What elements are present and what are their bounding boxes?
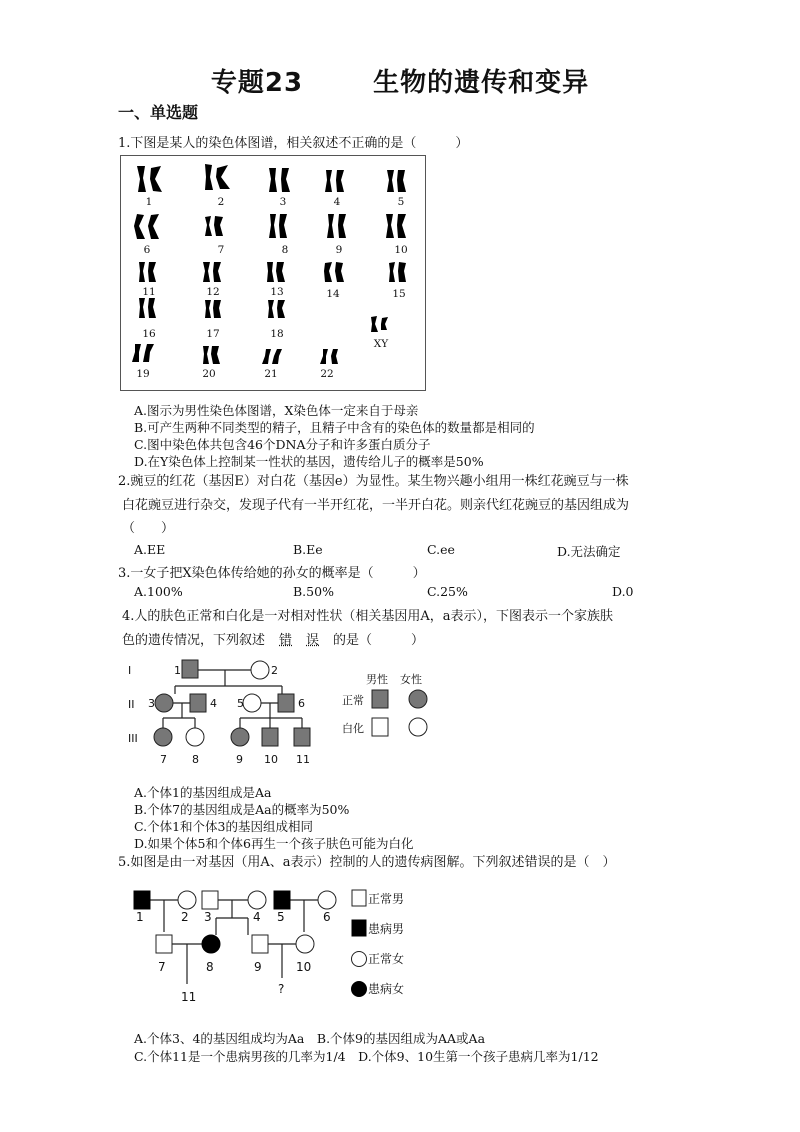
- generation-label: III: [128, 732, 138, 745]
- q3-option-d: D.0: [612, 584, 634, 599]
- individual-number: 6: [323, 910, 331, 924]
- q4-pedigree-chart: [120, 652, 450, 770]
- individual-number: 11: [296, 753, 310, 766]
- chromosome-label: 5: [397, 196, 405, 208]
- chromosome-pair-18: [261, 298, 301, 328]
- q5-stem: 5.如图是由一对基因（用A、a表示）控制的人的遗传病图解。下列叙述错误的是（ ）: [118, 855, 616, 870]
- chromosome-pair-4: [319, 168, 359, 198]
- q5-option-ab: A.个体3、4的基因组成均为Aa B.个体9的基因组成为AA或Aa: [134, 1031, 486, 1046]
- q1-option-c: C.图中染色体共包含46个DNA分子和许多蛋白质分子: [134, 437, 431, 452]
- q5-option-cd: C.个体11是一个患病男孩的几率为1/4 D.个体9、10生第一个孩子患病几率为1/12: [134, 1049, 599, 1064]
- q4-stem-text: 的是（ ）: [333, 633, 425, 648]
- chromosome-pair-3: [263, 166, 303, 196]
- chromosome-label: 14: [326, 288, 340, 300]
- q2-stem-line2: 白花豌豆进行杂交，发现子代有一半开红花，一半开白花。则亲代红花豌豆的基因组成为: [122, 498, 630, 513]
- chromosome-pair-2: [197, 162, 237, 192]
- chromosome-pair-16: [133, 296, 173, 326]
- chromosome-pair-14: [319, 260, 359, 290]
- legend-albino-label: 白化: [342, 722, 364, 735]
- generation-label: I: [128, 664, 132, 677]
- chromosome-label: 20: [202, 368, 216, 380]
- legend-normal-label: 正常: [342, 694, 364, 707]
- individual-number: 8: [192, 753, 199, 766]
- q4-stem-line1: 4.人的肤色正常和白化是一对相对性状（相关基因用A，a表示），下图表示一个家族肤: [122, 609, 614, 624]
- legend-normal-female-label: 正常女: [368, 952, 405, 966]
- chromosome-label: 3: [279, 196, 287, 208]
- individual-number: 5: [237, 697, 244, 710]
- individual-number: 9: [254, 960, 262, 974]
- page-title: [0, 62, 800, 99]
- q1-option-d: D.在Y染色体上控制某一性状的基因，遗传给儿子的概率是50%: [134, 454, 484, 469]
- chromosome-label: 8: [281, 244, 289, 256]
- chromosome-label: 1: [145, 196, 153, 208]
- chromosome-label: 11: [142, 286, 156, 298]
- individual-number: 2: [181, 910, 189, 924]
- chromosome-pair-6: [129, 212, 169, 242]
- chromosome-label: 15: [392, 288, 406, 300]
- chromosome-label: XY: [373, 338, 389, 350]
- individual-number: 11: [181, 990, 197, 1004]
- individual-number: 5: [277, 910, 285, 924]
- individual-number: 10: [264, 753, 278, 766]
- individual-number: 1: [136, 910, 144, 924]
- chromosome-label: 13: [270, 286, 284, 298]
- unknown-child-mark: ?: [278, 982, 285, 996]
- legend-affected-female-label: 患病女: [368, 982, 405, 996]
- individual-number: 8: [206, 960, 214, 974]
- individual-number: 1: [174, 664, 181, 677]
- chromosome-pair-5: [381, 168, 421, 198]
- q4-stem-line2: [122, 629, 424, 648]
- q2-option-d: D.无法确定: [557, 544, 621, 559]
- q2-option-b: B.Ee: [293, 542, 323, 557]
- q4-option-d: D.如果个体5和个体6再生一个孩子肤色可能为白化: [134, 836, 414, 851]
- chromosome-label: 19: [136, 368, 150, 380]
- q4-option-c: C.个体1和个体3的基因组成相同: [134, 819, 313, 834]
- chromosome-pair-7: [199, 214, 239, 244]
- individual-number: 3: [148, 697, 155, 710]
- chromosome-label: 22: [320, 368, 334, 380]
- legend-affected-male-label: 患病男: [368, 922, 405, 936]
- individual-number: 2: [271, 664, 278, 677]
- individual-number: 7: [158, 960, 166, 974]
- section-heading: 一、单选题: [118, 103, 199, 122]
- chromosome-pair-1: [131, 164, 171, 194]
- q3-option-b: B.50%: [293, 584, 334, 599]
- individual-number: 3: [204, 910, 212, 924]
- chromosome-label: 18: [270, 328, 284, 340]
- legend-male-label: 男性: [366, 673, 388, 686]
- title-subject: 生物的遗传和变异: [373, 68, 590, 98]
- q4-emphasis-char: 误: [306, 633, 320, 648]
- q1-option-b: B.可产生两种不同类型的精子，且精子中含有的染色体的数量都是相同的: [134, 420, 535, 435]
- chromosome-pair-10: [379, 212, 419, 242]
- chromosome-label: 7: [217, 244, 225, 256]
- chromosome-pair-8: [263, 212, 303, 242]
- individual-number: 4: [253, 910, 261, 924]
- legend-female-label: 女性: [400, 673, 422, 686]
- q4-option-a: A.个体1的基因组成是Aa: [134, 785, 272, 800]
- q4-emphasis-char: 错: [279, 633, 293, 648]
- q2-option-a: A.EE: [134, 542, 166, 557]
- q2-stem-line1: 2.豌豆的红花（基因E）对白花（基因e）为显性。某生物兴趣小组用一株红花豌豆与一株: [118, 474, 629, 489]
- chromosome-pair-15: [383, 260, 423, 290]
- chromosome-label: 16: [142, 328, 156, 340]
- karyotype-figure: [120, 155, 426, 391]
- title-topic: 专题23: [210, 68, 304, 98]
- individual-number: 9: [236, 753, 243, 766]
- q3-option-a: A.100%: [134, 584, 183, 599]
- q2-option-c: C.ee: [427, 542, 455, 557]
- individual-number: 7: [160, 753, 167, 766]
- chromosome-label: 12: [206, 286, 220, 298]
- legend-normal-male-label: 正常男: [368, 892, 405, 906]
- generation-label: II: [128, 698, 135, 711]
- chromosome-label: 9: [335, 244, 343, 256]
- chromosome-label: 4: [333, 196, 341, 208]
- individual-number: 6: [298, 697, 305, 710]
- chromosome-label: 21: [264, 368, 278, 380]
- q2-stem-line3: （ ）: [122, 521, 175, 536]
- chromosome-pair-9: [321, 212, 361, 242]
- chromosome-pair-17: [199, 298, 239, 328]
- q5-pedigree-chart: [120, 880, 440, 1010]
- q4-stem-text: 色的遗传情况，下列叙述: [122, 633, 266, 648]
- q4-option-b: B.个体7的基因组成是Aa的概率为50%: [134, 802, 350, 817]
- q3-option-c: C.25%: [427, 584, 468, 599]
- q3-stem: 3.一女子把X染色体传给她的孙女的概率是（ ）: [118, 566, 426, 581]
- q1-stem: 1.下图是某人的染色体图谱，相关叙述不正确的是（ ）: [118, 136, 469, 151]
- individual-number: 4: [210, 697, 217, 710]
- individual-number: 10: [296, 960, 312, 974]
- chromosome-label: 2: [217, 196, 225, 208]
- chromosome-label: 17: [206, 328, 220, 340]
- chromosome-label: 10: [394, 244, 408, 256]
- q1-option-a: A.图示为男性染色体图谱，X染色体一定来自于母亲: [134, 403, 419, 418]
- chromosome-label: 6: [143, 244, 151, 256]
